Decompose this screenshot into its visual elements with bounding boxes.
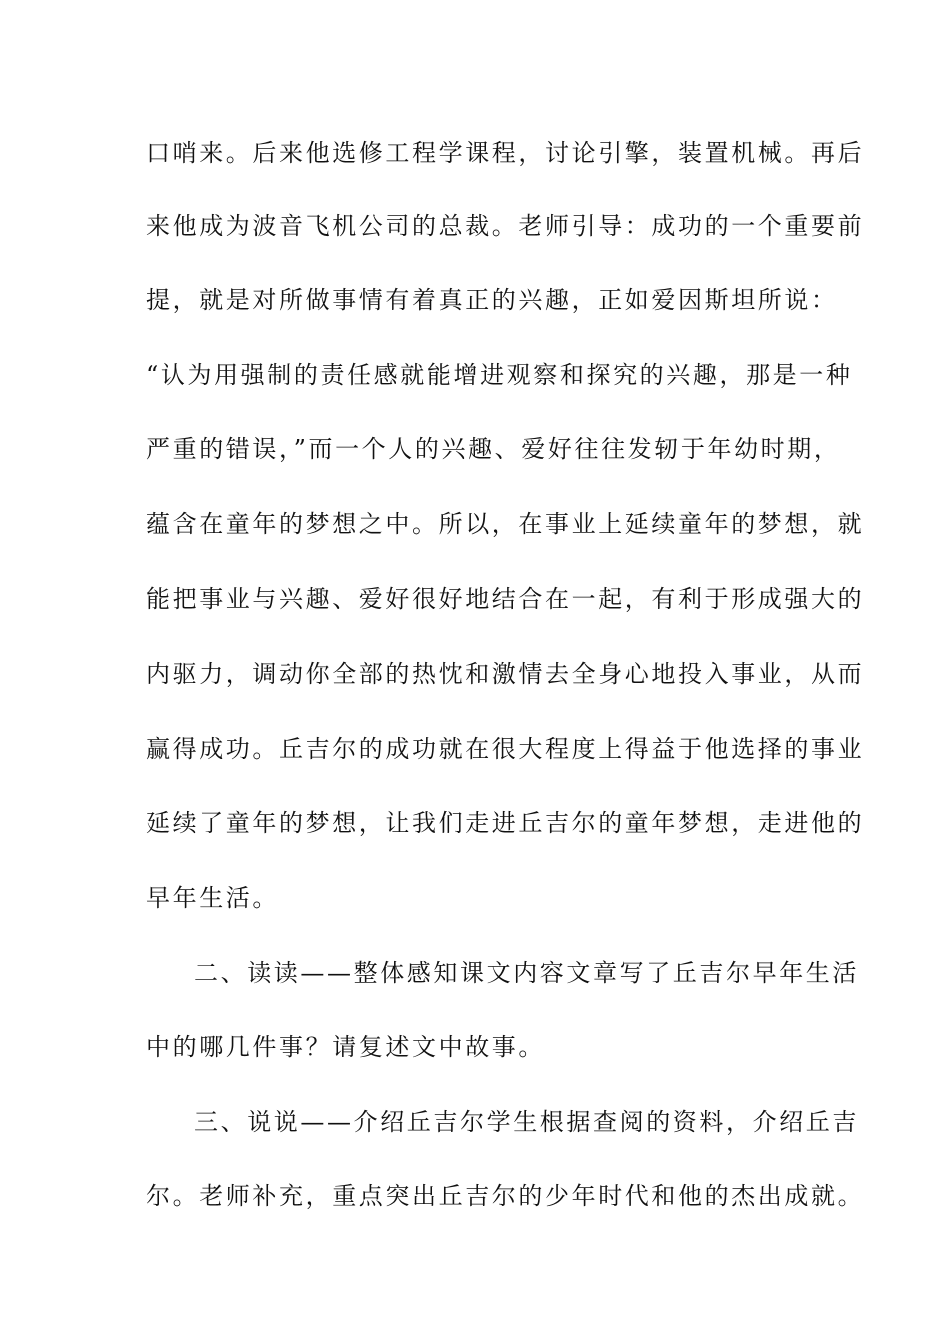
paragraph-line-4: “认为用强制的责任感就能增进观察和探究的兴趣，那是一种: [146, 361, 853, 389]
paragraph-line-5: 严重的错误，”而一个人的兴趣、爱好往往发轫于年幼时期，: [146, 435, 841, 463]
section-two-line-2: 中的哪几件事？请复述文中故事。: [146, 1033, 545, 1061]
paragraph-line-3: 提，就是对所做事情有着真正的兴趣，正如爱因斯坦所说：: [146, 286, 838, 314]
paragraph-line-11: 早年生活。: [146, 884, 279, 912]
paragraph-line-10: 延续了童年的梦想，让我们走进丘吉尔的童年梦想，走进他的: [146, 809, 865, 837]
paragraph-line-8: 内驱力，调动你全部的热忱和激情去全身心地投入事业，从而: [146, 660, 865, 688]
paragraph-line-6: 蕴含在童年的梦想之中。所以，在事业上延续童年的梦想，就: [146, 510, 865, 538]
section-two-heading-line: 二、读读——整体感知课文内容文章写了丘吉尔早年生活: [194, 959, 859, 987]
paragraph-line-2: 来他成为波音飞机公司的总裁。老师引导：成功的一个重要前: [146, 212, 865, 240]
paragraph-line-7: 能把事业与兴趣、爱好很好地结合在一起，有利于形成强大的: [146, 585, 865, 613]
section-three-line-2: 尔。老师补充，重点突出丘吉尔的少年时代和他的杰出成就。: [146, 1182, 865, 1210]
section-three-heading-line: 三、说说——介绍丘吉尔学生根据查阅的资料，介绍丘吉: [194, 1108, 859, 1136]
paragraph-line-1: 口哨来。后来他选修工程学课程，讨论引擎，装置机械。再后: [146, 139, 865, 167]
paragraph-line-9: 赢得成功。丘吉尔的成功就在很大程度上得益于他选择的事业: [146, 735, 865, 763]
